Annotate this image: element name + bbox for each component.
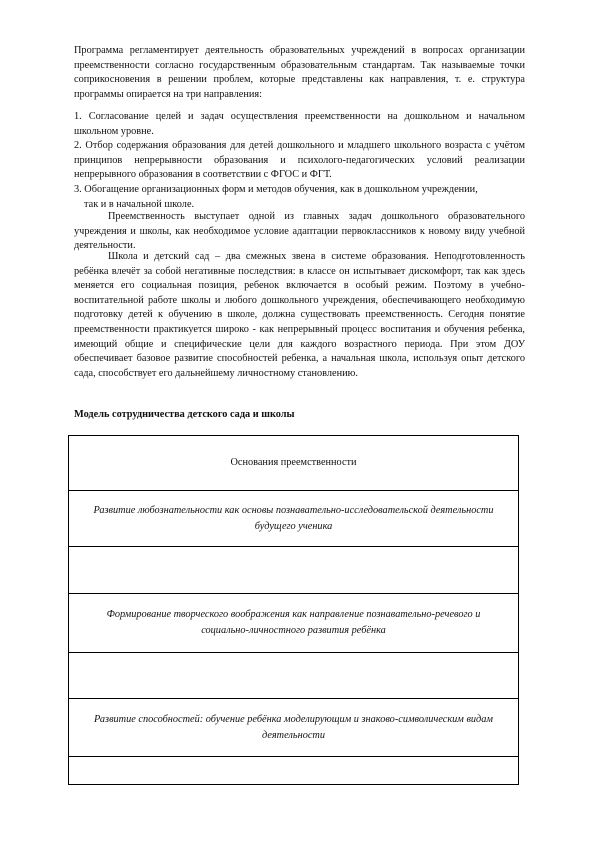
model-row-basis: Основания преемственности xyxy=(230,457,357,468)
model-row-abilities: Развитие способностей: обучение ребёнка моделирующим и знаково-символическим видам деятельности xyxy=(69,698,518,756)
model-title: Модель сотрудничества детского сада и школы xyxy=(74,409,295,420)
direction-item-3-continuation: так и в начальной школе. xyxy=(84,198,195,210)
model-row-empty-2 xyxy=(69,652,518,698)
model-table xyxy=(68,435,519,785)
direction-item-1: 1. Согласование целей и задач осуществления преемственности на дошкольном и начальном школьном уровне. xyxy=(74,111,525,137)
intro-paragraph: Программа регламентирует деятельность образовательных учреждений в вопросах организации преемственности согласно государственным образовательным стандартам. Так называемые точки соприкосновения в решении проблем, которые представлены как направления, т. е. структура программы опирается на три направления: xyxy=(74,45,525,100)
model-row-empty-3 xyxy=(69,756,518,784)
model-row-curiosity: Развитие любознательности как основы познавательно-исследовательской деятельности будущего ученика xyxy=(69,490,518,546)
direction-item-3: 3. Обогащение организационных форм и методов обучения, как в дошкольном учреждении, xyxy=(74,183,478,195)
continuity-paragraph: Преемственность выступает одной из главных задач дошкольного образовательного учреждения и школы, как необходимое условие адаптации первоклассников к новому виду учебной деятельности. xyxy=(74,211,525,252)
direction-item-2: 2. Отбор содержания образования для детей дошкольного и младшего школьного возраста с учётом принципов непрерывности образования и психолого-педагогических условий реализации непрерывного образования в соответствии с ФГОС и ФГТ. xyxy=(74,140,525,181)
model-row-empty-1 xyxy=(69,546,518,593)
directions-list xyxy=(74,110,525,212)
school-paragraph: Школа и детский сад – два смежных звена в системе образования. Неподготовленность ребёнка влечёт за собой негативные последствия: в классе он испытывает дискомфорт, так как здесь меняется его социальная позиция, ребенок включается в особый режим. Поэтому в учебно-воспитательной работе школы и любого дошкольного учреждения, обеспечивающего необходимую подготовку детей к обучению в школе, должна существовать преемственность. Сегодня понятие преемственности практикуется широко - как непрерывный процесс воспитания и обучения ребенка, имеющий общие и специфические цели для каждого возрастного периода. При этом ДОУ обеспечивает базовое развитие способностей ребенка, а начальная школа, используя опыт детского сада, способствует его дальнейшему личностному становлению. xyxy=(74,251,525,379)
model-row-imagination: Формирование творческого воображения как направление познавательно-речевого и социально-личностного развития ребёнка xyxy=(69,593,518,652)
